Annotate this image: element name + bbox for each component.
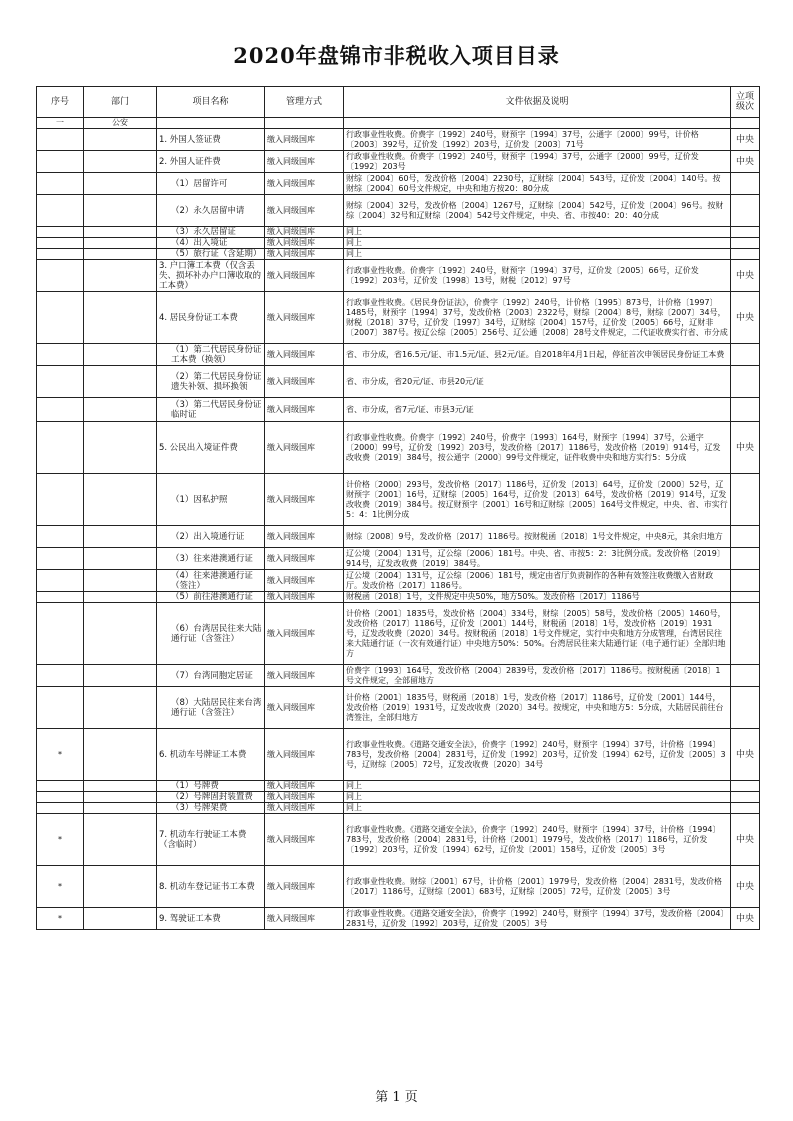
header-doc: 文件依据及说明 <box>344 87 731 118</box>
header-level: 立项级次 <box>731 87 760 118</box>
cell-doc: 行政事业性收费。《道路交通安全法》，价费字〔1992〕240号，财预字〔1994〕37号，发改价格〔2004〕2831号，辽价发〔1992〕203号，辽价发〔2005〕3号 <box>344 908 731 930</box>
cell-mgmt: 缴入同级国库 <box>265 195 344 227</box>
cell-name: （2）出入境通行证 <box>157 526 265 548</box>
cell-seq <box>37 249 84 260</box>
cell-doc: 计价格〔2000〕293号，发改价格〔2017〕1186号，辽价发〔2013〕64号，辽价发〔2000〕52号，辽财预字〔2001〕16号，辽财综〔2005〕164号，辽价发〔2013〕64号，发改价格〔2019〕914号，辽发改收费〔2019〕384号。按辽财预字〔2001〕16号和辽财综〔2005〕164号文件规定，中央、省、市实行5：4：1比例分成 <box>344 474 731 526</box>
cell-level: 中央 <box>731 814 760 866</box>
cell-level <box>731 603 760 665</box>
cell-level <box>731 687 760 729</box>
cell-doc: 同上 <box>344 227 731 238</box>
table-row <box>37 526 760 548</box>
cell-dept <box>84 173 157 195</box>
cell-mgmt: 缴入同级国库 <box>265 781 344 792</box>
cell-dept <box>84 195 157 227</box>
cell-mgmt: 缴入同级国库 <box>265 366 344 398</box>
cell-doc: 行政事业性收费。《道路交通安全法》，价费字〔1992〕240号，财预字〔1994〕37号，计价格〔1994〕783号，发改价格〔2004〕2831号，计价格〔2001〕1979号，发改价格〔2017〕1186号，辽价发〔1992〕203号，辽价发〔1994〕62号，辽价发〔2001〕158号，辽价发〔2005〕3号 <box>344 814 731 866</box>
cell-seq <box>37 792 84 803</box>
cell-dept <box>84 526 157 548</box>
table-row <box>37 792 760 803</box>
cell-name: （3）号牌架费 <box>157 803 265 814</box>
cell-dept <box>84 866 157 908</box>
cell-name <box>157 118 265 129</box>
cell-dept: 公安 <box>84 118 157 129</box>
cell-dept <box>84 292 157 344</box>
cell-seq: * <box>37 729 84 781</box>
cell-doc: 财综〔2004〕60号，发改价格〔2004〕2230号，辽财综〔2004〕543号，辽价发〔2004〕140号。按财综〔2004〕60号文件规定，中央和地方按20：80分成 <box>344 173 731 195</box>
cell-dept <box>84 665 157 687</box>
cell-level <box>731 195 760 227</box>
cell-seq <box>37 548 84 570</box>
table-row <box>37 227 760 238</box>
cell-level <box>731 344 760 366</box>
cell-level <box>731 173 760 195</box>
cell-seq: * <box>37 866 84 908</box>
cell-mgmt: 缴入同级国库 <box>265 814 344 866</box>
cell-mgmt: 缴入同级国库 <box>265 422 344 474</box>
table-row <box>37 908 760 930</box>
cell-level <box>731 592 760 603</box>
cell-seq <box>37 526 84 548</box>
table-row <box>37 398 760 422</box>
cell-doc: 行政事业性收费。财综〔2001〕67号，计价格〔2001〕1979号，发改价格〔2004〕2831号，发改价格〔2017〕1186号，辽财综〔2001〕683号，辽财综〔2005〕72号，辽价发〔2005〕3号 <box>344 866 731 908</box>
cell-mgmt: 缴入同级国库 <box>265 344 344 366</box>
header-name: 项目名称 <box>157 87 265 118</box>
cell-name: （1）居留许可 <box>157 173 265 195</box>
table-row <box>37 814 760 866</box>
cell-mgmt: 缴入同级国库 <box>265 260 344 292</box>
table-row <box>37 195 760 227</box>
cell-level: 中央 <box>731 260 760 292</box>
cell-mgmt: 缴入同级国库 <box>265 129 344 151</box>
cell-seq <box>37 344 84 366</box>
cell-name: （1）第二代居民身份证工本费（换领） <box>157 344 265 366</box>
cell-dept <box>84 687 157 729</box>
cell-name: （4）出入境证 <box>157 238 265 249</box>
cell-level <box>731 570 760 592</box>
cell-level <box>731 665 760 687</box>
cell-mgmt: 缴入同级国库 <box>265 570 344 592</box>
cell-dept <box>84 249 157 260</box>
table-row <box>37 238 760 249</box>
table-row <box>37 474 760 526</box>
cell-doc: 省、市分成，省16.5元/证、市1.5元/证、县2元/证。自2018年4月1日起，停征首次申领居民身份证工本费 <box>344 344 731 366</box>
page-number: 第 1 页 <box>375 1090 418 1105</box>
table-row <box>37 803 760 814</box>
header-seq: 序号 <box>37 87 84 118</box>
cell-seq <box>37 195 84 227</box>
cell-doc: 行政事业性收费。价费字〔1992〕240号，财预字〔1994〕37号，辽价发〔2005〕66号，辽价发〔1992〕203号，辽价发〔1998〕13号，财税〔2012〕97号 <box>344 260 731 292</box>
cell-dept <box>84 603 157 665</box>
cell-level <box>731 227 760 238</box>
cell-doc: 同上 <box>344 803 731 814</box>
cell-dept <box>84 548 157 570</box>
cell-name: （3）往来港澳通行证 <box>157 548 265 570</box>
cell-seq <box>37 173 84 195</box>
table-row <box>37 118 760 129</box>
cell-level: 中央 <box>731 866 760 908</box>
table-row <box>37 344 760 366</box>
cell-seq <box>37 422 84 474</box>
cell-name: （2）永久居留申请 <box>157 195 265 227</box>
cell-level <box>731 398 760 422</box>
cell-doc: 财综〔2004〕32号，发改价格〔2004〕1267号，辽财综〔2004〕542号，辽价发〔2004〕96号。按财综〔2004〕32号和辽财综〔2004〕542号文件规定，中央、省、市按40：20：40分成 <box>344 195 731 227</box>
cell-dept <box>84 814 157 866</box>
table-row <box>37 781 760 792</box>
cell-level <box>731 238 760 249</box>
page-title: 2020年盘锦市非税收入项目目录 <box>233 43 560 68</box>
cell-name: （2）号牌固封装置费 <box>157 792 265 803</box>
cell-dept <box>84 592 157 603</box>
cell-seq <box>37 603 84 665</box>
table-row <box>37 422 760 474</box>
cell-level <box>731 548 760 570</box>
cell-mgmt: 缴入同级国库 <box>265 803 344 814</box>
cell-doc: 计价格〔2001〕1835号，发改价格〔2004〕334号，财综〔2005〕58号，发改价格〔2005〕1460号，发改价格〔2017〕1186号，辽价发〔2001〕144号，财税函〔2018〕1号，发改价格〔2019〕1931号，辽发改收费〔2020〕34号。按财税函〔2018〕1号文件规定，实行中央和地方分成管理，台湾居民往来大陆通行证（一次有效通行证）中央地方50%：50%。台湾居民往来大陆通行证（电子通行证）全部归地方 <box>344 603 731 665</box>
table-row <box>37 729 760 781</box>
cell-mgmt: 缴入同级国库 <box>265 908 344 930</box>
cell-level: 中央 <box>731 292 760 344</box>
cell-mgmt: 缴入同级国库 <box>265 866 344 908</box>
cell-mgmt <box>265 118 344 129</box>
cell-mgmt: 缴入同级国库 <box>265 398 344 422</box>
cell-dept <box>84 422 157 474</box>
cell-seq <box>37 665 84 687</box>
cell-level <box>731 249 760 260</box>
fee-table <box>36 86 760 930</box>
cell-name: （3）第二代居民身份证临时证 <box>157 398 265 422</box>
cell-seq <box>37 151 84 173</box>
table-row <box>37 592 760 603</box>
cell-level: 中央 <box>731 729 760 781</box>
cell-level <box>731 118 760 129</box>
cell-doc: 行政事业性收费。价费字〔1992〕240号，财预字〔1994〕37号，公通字〔2000〕99号，计价格〔2003〕392号，辽价发〔1992〕203号，辽价发〔2003〕71号 <box>344 129 731 151</box>
cell-dept <box>84 803 157 814</box>
cell-dept <box>84 260 157 292</box>
table-row <box>37 866 760 908</box>
cell-dept <box>84 398 157 422</box>
cell-name: 4. 居民身份证工本费 <box>157 292 265 344</box>
cell-dept <box>84 344 157 366</box>
cell-name: （1）因私护照 <box>157 474 265 526</box>
cell-name: 9. 驾驶证工本费 <box>157 908 265 930</box>
cell-mgmt: 缴入同级国库 <box>265 592 344 603</box>
cell-level <box>731 526 760 548</box>
cell-seq <box>37 292 84 344</box>
cell-doc: 同上 <box>344 781 731 792</box>
cell-dept <box>84 792 157 803</box>
table-row <box>37 129 760 151</box>
table-row <box>37 687 760 729</box>
cell-doc: 计价格〔2001〕1835号，财税函〔2018〕1号，发改价格〔2017〕1186号，辽价发〔2001〕144号，发改价格〔2019〕1931号，辽发改收费〔2020〕34号。按规定，中央和地方5：5分成，大陆居民前往台湾签注，全部归地方 <box>344 687 731 729</box>
cell-name: （7）台湾同胞定居证 <box>157 665 265 687</box>
header-dept: 部门 <box>84 87 157 118</box>
cell-mgmt: 缴入同级国库 <box>265 603 344 665</box>
cell-doc: 行政事业性收费。《道路交通安全法》，价费字〔1992〕240号，财预字〔1994〕37号，计价格〔1994〕783号，发改价格〔2004〕2831号，辽价发〔1992〕203号，辽价发〔1994〕62号，辽价发〔2005〕3号，辽财综〔2005〕72号，辽发改收费〔2020〕34号 <box>344 729 731 781</box>
table-row <box>37 603 760 665</box>
cell-name: 6. 机动车号牌证工本费 <box>157 729 265 781</box>
cell-level: 中央 <box>731 908 760 930</box>
cell-dept <box>84 151 157 173</box>
cell-doc: 行政事业性收费。《居民身份证法》，价费字〔1992〕240号，计价格〔1995〕873号，计价格〔1997〕1485号，财预字〔1994〕37号，发改价格〔2003〕2322号，财综〔2004〕8号，财综〔2007〕34号，财税〔2018〕37号，辽价发〔1997〕34号，辽财综〔2004〕157号，辽价发〔2005〕66号，辽财非〔2007〕387号。按辽公综〔2005〕256号、辽公通〔2008〕28号文件规定，二代证收费实行省、市分成 <box>344 292 731 344</box>
cell-name: （1）号牌费 <box>157 781 265 792</box>
cell-mgmt: 缴入同级国库 <box>265 292 344 344</box>
cell-dept <box>84 908 157 930</box>
cell-seq <box>37 687 84 729</box>
cell-doc: 同上 <box>344 249 731 260</box>
cell-level: 中央 <box>731 151 760 173</box>
cell-name: 3. 户口簿工本费（仅含丢失、损坏补办户口簿收取的工本费） <box>157 260 265 292</box>
cell-dept <box>84 570 157 592</box>
cell-seq <box>37 260 84 292</box>
cell-level: 中央 <box>731 129 760 151</box>
cell-doc: 辽公境〔2004〕131号，辽公综〔2006〕181号。中央、省、市按5：2：3比例分成。发改价格〔2019〕914号，辽发改收费〔2019〕384号。 <box>344 548 731 570</box>
cell-mgmt: 缴入同级国库 <box>265 474 344 526</box>
cell-seq <box>37 781 84 792</box>
cell-seq: 一 <box>37 118 84 129</box>
cell-doc: 行政事业性收费。价费字〔1992〕240号，价费字〔1993〕164号，财预字〔1994〕37号，公通字〔2000〕99号，辽价发〔1992〕203号，发改价格〔2017〕1186号，发改价格〔2019〕914号，辽发改收费〔2019〕384号，按公通字〔2000〕99号文件规定，证件收费中央和地方实行5：5分成 <box>344 422 731 474</box>
cell-dept <box>84 129 157 151</box>
cell-seq <box>37 227 84 238</box>
table-row <box>37 665 760 687</box>
cell-doc: 同上 <box>344 792 731 803</box>
cell-mgmt: 缴入同级国库 <box>265 792 344 803</box>
cell-seq <box>37 474 84 526</box>
cell-doc: 辽公境〔2004〕131号，辽公综〔2006〕181号，规定由省厅负责制作的各种有效签注收费缴入省财政厅。发改价格〔2017〕1186号。 <box>344 570 731 592</box>
cell-seq <box>37 129 84 151</box>
table-row <box>37 570 760 592</box>
cell-dept <box>84 366 157 398</box>
cell-name: （5）前往港澳通行证 <box>157 592 265 603</box>
cell-dept <box>84 227 157 238</box>
cell-doc: 省、市分成，省20元/证、市县20元/证 <box>344 366 731 398</box>
cell-seq: * <box>37 908 84 930</box>
table-row <box>37 260 760 292</box>
cell-name: （6）台湾居民往来大陆通行证（含签注） <box>157 603 265 665</box>
cell-doc: 财税函〔2018〕1号，文件规定中央50%，地方50%。发改价格〔2017〕1186号 <box>344 592 731 603</box>
cell-doc: 行政事业性收费。价费字〔1992〕240号，财预字〔1994〕37号，公通字〔2000〕99号，辽价发〔1992〕203号 <box>344 151 731 173</box>
cell-mgmt: 缴入同级国库 <box>265 687 344 729</box>
cell-name: 1. 外国人签证费 <box>157 129 265 151</box>
cell-mgmt: 缴入同级国库 <box>265 729 344 781</box>
cell-name: （4）往来港澳通行证（签注） <box>157 570 265 592</box>
table-row <box>37 548 760 570</box>
cell-mgmt: 缴入同级国库 <box>265 665 344 687</box>
cell-dept <box>84 781 157 792</box>
cell-mgmt: 缴入同级国库 <box>265 173 344 195</box>
cell-dept <box>84 238 157 249</box>
table-row <box>37 173 760 195</box>
table-row <box>37 366 760 398</box>
cell-level <box>731 366 760 398</box>
cell-seq <box>37 803 84 814</box>
cell-mgmt: 缴入同级国库 <box>265 526 344 548</box>
cell-doc <box>344 118 731 129</box>
cell-dept <box>84 474 157 526</box>
table-body <box>37 118 760 930</box>
cell-name: 2. 外国人证件费 <box>157 151 265 173</box>
cell-level <box>731 474 760 526</box>
cell-name: 7. 机动车行驶证工本费（含临时） <box>157 814 265 866</box>
cell-seq <box>37 238 84 249</box>
cell-level <box>731 803 760 814</box>
cell-seq <box>37 570 84 592</box>
cell-name: （2）第二代居民身份证遗失补领、损坏换领 <box>157 366 265 398</box>
cell-name: （5）旅行证（含延期） <box>157 249 265 260</box>
cell-doc: 省、市分成，省7元/证、市县3元/证 <box>344 398 731 422</box>
cell-mgmt: 缴入同级国库 <box>265 227 344 238</box>
table-row <box>37 151 760 173</box>
cell-mgmt: 缴入同级国库 <box>265 548 344 570</box>
cell-level <box>731 781 760 792</box>
cell-name: 5. 公民出入境证件费 <box>157 422 265 474</box>
table-header-row <box>37 87 760 118</box>
cell-dept <box>84 729 157 781</box>
cell-mgmt: 缴入同级国库 <box>265 151 344 173</box>
cell-doc: 同上 <box>344 238 731 249</box>
cell-seq <box>37 592 84 603</box>
table-row <box>37 292 760 344</box>
cell-name: （8）大陆居民往来台湾通行证（含签注） <box>157 687 265 729</box>
cell-level <box>731 792 760 803</box>
cell-doc: 价费字〔1993〕164号，发改价格〔2004〕2839号，发改价格〔2017〕1186号。按财税函〔2018〕1号文件规定，全部留地方 <box>344 665 731 687</box>
cell-seq: * <box>37 814 84 866</box>
cell-seq <box>37 366 84 398</box>
cell-doc: 财综〔2008〕9号，发改价格〔2017〕1186号。按财税函〔2018〕1号文件规定，中央8元，其余归地方 <box>344 526 731 548</box>
cell-name: 8. 机动车登记证书工本费 <box>157 866 265 908</box>
cell-name: （3）永久居留证 <box>157 227 265 238</box>
table-row <box>37 249 760 260</box>
cell-level: 中央 <box>731 422 760 474</box>
cell-seq <box>37 398 84 422</box>
header-mgmt: 管理方式 <box>265 87 344 118</box>
cell-mgmt: 缴入同级国库 <box>265 238 344 249</box>
cell-mgmt: 缴入同级国库 <box>265 249 344 260</box>
